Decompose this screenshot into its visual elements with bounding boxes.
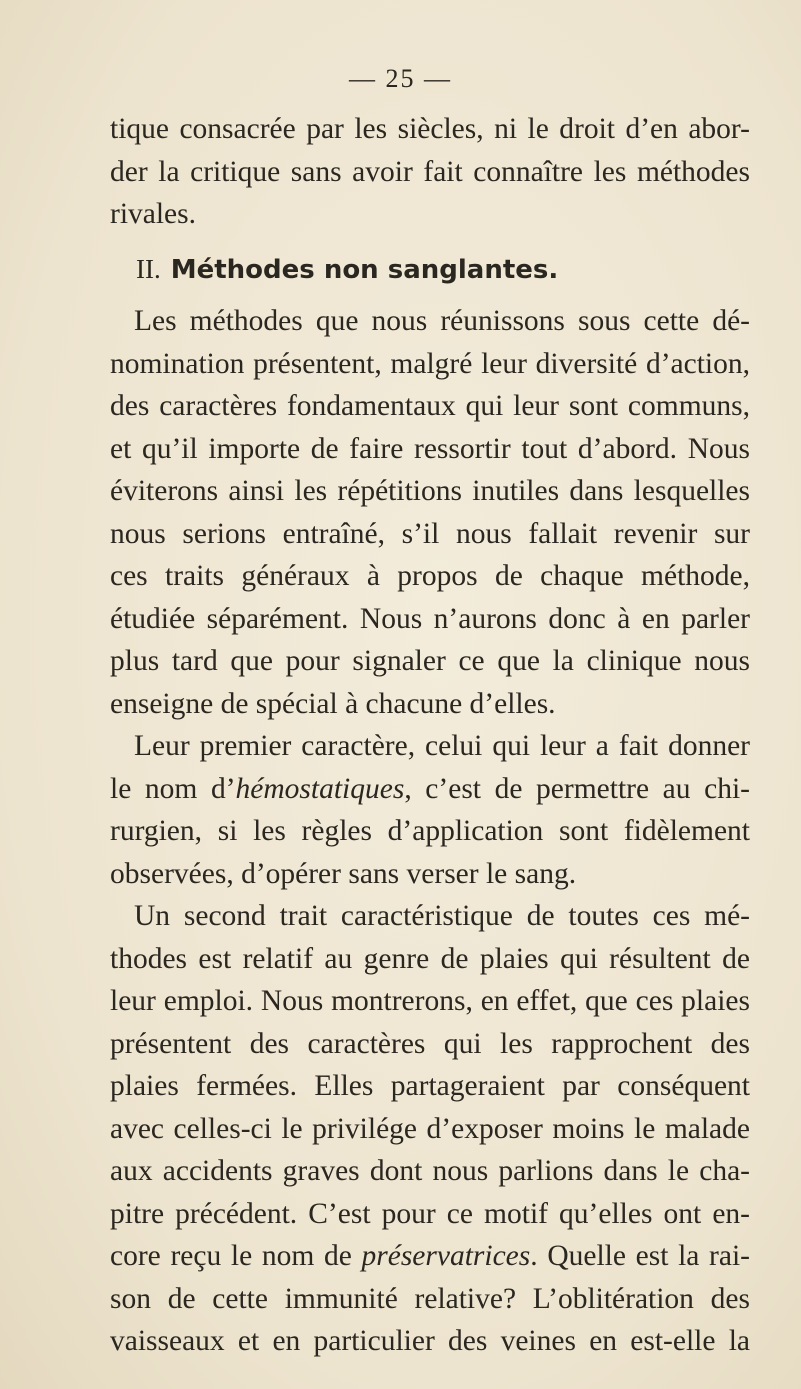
text-line: plaies fermées. Elles partageraient par conséquent <box>110 1070 750 1102</box>
text-line: son de cette immunité relative? L’oblitération des <box>110 1282 750 1315</box>
text-line: observées, d’opérer sans verser le sang. <box>110 857 577 890</box>
text-line: rurgien, si les règles d’application sont fidèlement <box>110 815 750 847</box>
text-line: Un second trait caractéristique de toutes ces mé- <box>134 900 750 932</box>
text-line: der la critique sans avoir fait connaître les méthodes <box>110 155 750 188</box>
text-line <box>110 1235 750 1278</box>
text-line: thodes est relatif au genre de plaies qui résultent de <box>110 942 750 975</box>
text-run: Leur premier caractère, celui qui leur a fait donner <box>134 730 750 762</box>
text-line: avec celles-ci le privilége d’exposer moins le malade <box>110 1112 750 1145</box>
section-title: Méthodes non sanglantes. <box>170 255 559 285</box>
section-number: II. <box>136 254 161 284</box>
text-run: . Quelle est la rai- <box>530 1240 750 1272</box>
page-number: — 25 — <box>349 64 452 93</box>
text-line: aux accidents graves dont nous parlions dans le cha- <box>110 1155 750 1187</box>
text-line: des caractères fondamentaux qui leur sont communs, <box>110 390 750 422</box>
text-line: leur emploi. Nous montrerons, en effet, que ces plaies <box>110 985 750 1017</box>
top-paragraph <box>110 108 750 236</box>
text-line: Les méthodes que nous réunissons sous cette dé- <box>134 305 750 337</box>
text-line: vaisseaux et en particulier des veines en est-elle la <box>110 1325 750 1357</box>
text-line <box>110 725 750 768</box>
text-line <box>110 768 750 811</box>
text-line: ces traits généraux à propos de chaque méthode, <box>110 560 750 592</box>
text-line: présentent des caractères qui les rapprochent des <box>110 1027 750 1060</box>
text-line: nomination présentent, malgré leur diversité d’action, <box>110 347 750 380</box>
text-line: pitre précédent. C’est pour ce motif qu’elles ont en- <box>110 1197 750 1230</box>
text-run: , c’est de permettre au chi- <box>404 772 750 805</box>
section-heading <box>136 254 558 285</box>
italic-term: hémostatiques <box>235 772 405 805</box>
text-line: et qu’il importe de faire ressortir tout d’abord. Nous <box>110 432 750 465</box>
text-line: tique consacrée par les siècles, ni le droit d’en abor- <box>110 113 750 145</box>
text-line: plus tard que pour signaler ce que la clinique nous <box>110 645 750 677</box>
text-line: enseigne de spécial à chacune d’elles. <box>110 687 556 720</box>
italic-term: préservatrices <box>361 1240 531 1272</box>
text-line: nous serions entraîné, s’il nous fallait revenir sur <box>110 517 750 550</box>
text-run: le nom d’ <box>110 772 236 805</box>
text-line: rivales. <box>110 198 197 230</box>
body-text <box>110 300 750 1363</box>
text-line: étudiée séparément. Nous n’aurons donc à en parler <box>110 602 750 635</box>
text-line: éviterons ainsi les répétitions inutiles dans lesquelles <box>110 475 750 507</box>
text-run: core reçu le nom de <box>110 1240 362 1272</box>
